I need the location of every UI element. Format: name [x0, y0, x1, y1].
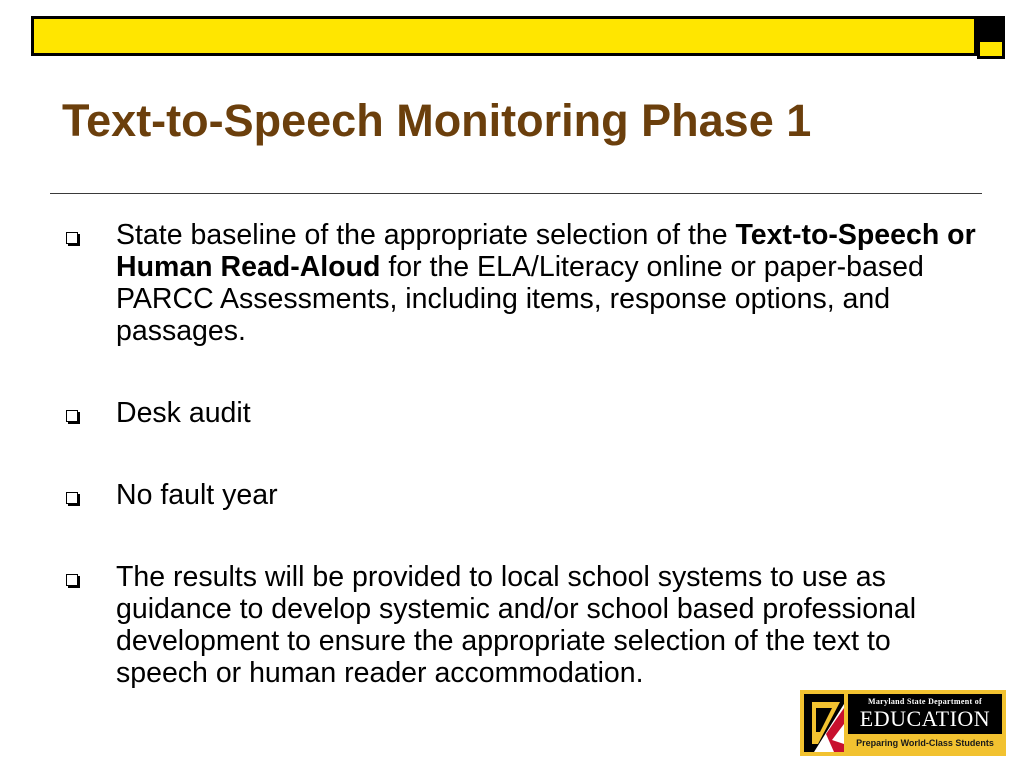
square-bullet-icon [66, 232, 78, 244]
bullet-item-baseline [62, 219, 982, 347]
maryland-flag-emblem-icon [804, 694, 844, 752]
msde-logo [800, 690, 1006, 756]
top-accent-bar-fill [34, 19, 974, 53]
bullet-list [62, 219, 982, 689]
corner-accent-fill [980, 42, 1002, 56]
slide-title: Text-to-Speech Monitoring Phase 1 [62, 95, 812, 146]
bullet-item-results [62, 561, 982, 689]
corner-accent-block [977, 16, 1005, 59]
square-bullet-icon [66, 574, 78, 586]
bullet-text-pre: State baseline of the appropriate selection of the [116, 219, 736, 251]
bullet-text: The results will be provided to local school systems to use as guidance to develop systemic and/or school based professional development to ensure the appropriate selection of the text to speech or human reader accommodation. [116, 561, 917, 689]
square-bullet-icon [66, 492, 78, 504]
logo-line1: Maryland State Department of [868, 697, 982, 706]
title-divider [50, 193, 982, 194]
bullet-text: Desk audit [116, 397, 251, 429]
square-bullet-icon [66, 410, 78, 422]
logo-tagline: Preparing World-Class Students [856, 738, 994, 748]
bullet-text-strong: Text-to-Speech or Human Read-Aloud [116, 219, 976, 283]
bullet-text: No fault year [116, 479, 278, 511]
bullet-item-no-fault [62, 479, 982, 511]
top-accent-bar [31, 16, 977, 56]
logo-wordmark-panel [848, 694, 1002, 734]
bullet-text-post: for the ELA/Literacy online or paper-based PARCC Assessments, including items, response options, and passages. [116, 251, 924, 347]
logo-line2: EDUCATION [859, 706, 991, 731]
bullet-item-desk-audit [62, 397, 982, 429]
